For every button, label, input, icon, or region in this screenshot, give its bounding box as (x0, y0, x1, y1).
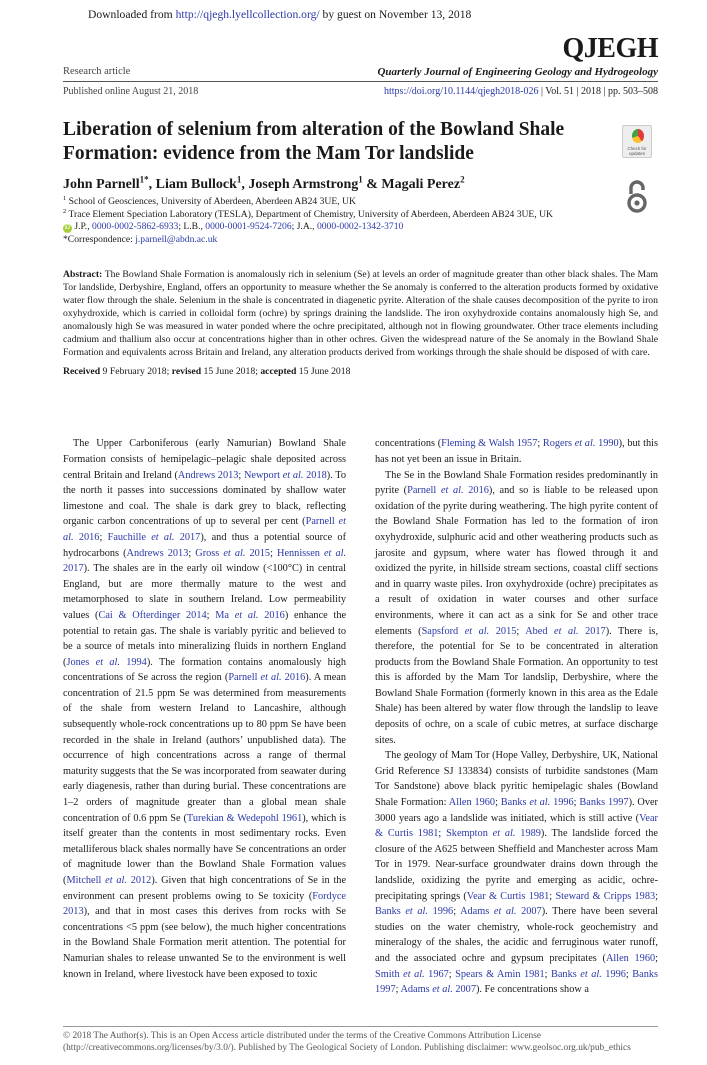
received-dates: Received 9 February 2018; revised 15 June 2018; accepted 15 June 2018 (63, 366, 351, 378)
citation-link[interactable]: Mitchell et al. 2012 (66, 875, 152, 886)
citation-link[interactable]: Andrews 2013 (126, 547, 189, 559)
journal-name: Quarterly Journal of Engineering Geology and Hydrogeology (377, 66, 658, 78)
article-title: Liberation of selenium from alteration of the Bowland Shale Formation: evidence from the Mam Tor landslide (63, 119, 565, 164)
published-date: Published online August 21, 2018 (63, 86, 199, 97)
citation-link[interactable]: Allen 1960 (448, 797, 496, 809)
orcid-line: iD J.P., 0000-0002-5862-6933; L.B., 0000-0001-9524-7206; J.A., 0000-0002-1342-3710 (64, 221, 404, 233)
citation-link[interactable]: Adams et al. 2007 (460, 906, 542, 918)
citation-link[interactable]: Banks et al. 1996 (375, 906, 454, 918)
citation-link[interactable]: Steward & Cripps 1983 (555, 890, 656, 902)
body-columns (63, 436, 658, 997)
citation-link[interactable]: Andrews 2013 (177, 469, 239, 481)
doi-link[interactable]: https://doi.org/10.1144/qjegh2018-026 (384, 86, 539, 97)
affiliation: $^1$ School of Geosciences, University of Aberdeen, Aberdeen AB24 3UE, UK (63, 194, 356, 207)
citation-link[interactable]: Gross et al. 2015 (195, 547, 271, 559)
download-notice: Downloaded from http://qjegh.lyellcollection.org/ by guest on November 13, 2018 (88, 8, 472, 21)
citation-link[interactable]: Skempton et al. 1989 (446, 828, 541, 840)
journal-logo: QJEGH (562, 33, 658, 64)
paragraph: The Se in the Bowland Shale Formation resides predominantly in pyrite (Parnell et al. 2016), and so is liable to be released upon oxidation of the pyrite during weathering. The high pyrite content of the Bowland Shale Formation has led to the formation of iron oxyhydroxide, sulphuric acid and other weathering products such as jarosite and gypsum, where water has flowed through it and oxidized the pyrite, in hillside stream sections, coastal cliff sections and in quarry waste piles. Iron oxyhydroxide (ochre) precipitates as a result of oxidation in water courses and other surface environments, where it can act as a sink for Se and other trace elements (Sapsford et al. 2015; Abed et al. 2017). There is, therefore, the potential for Se to be concentrated in alteration products from the Bowland Shale Formation. An opportunity to test this is afforded by the Mam Tor landslip, Derbyshire, where the Bowland Shale Formation (formerly known in this area as the Edale Shale) has been altered by water flow through the landslip to leave deposits of ochre, on a scale of cubic metres, at surface discharge sites. (375, 469, 659, 746)
author: Magali Perez$^2$ (381, 174, 465, 192)
affiliations (63, 196, 613, 246)
author-list: John Parnell$^{1*}$, Liam Bullock$^1$, Joseph Armstrong$^1$ & Magali Perez$^2$ (63, 174, 465, 192)
citation-link[interactable]: Fleming & Walsh 1957 (441, 438, 538, 450)
orcid-link[interactable]: 0000-0002-5862-6933 (92, 221, 179, 233)
citation-link[interactable]: Sapsford et al. 2015 (421, 625, 517, 637)
citation-link[interactable]: Banks et al. 1996 (500, 797, 574, 809)
orcid-icon: iD (64, 225, 71, 232)
citation-link[interactable]: Smith et al. 1967 (375, 968, 449, 980)
article-type: Research article (63, 66, 131, 77)
citation-link[interactable]: Newport et al. 2018 (243, 469, 327, 481)
email-link[interactable]: j.parnell@abdn.ac.uk (135, 233, 218, 245)
correspondence: *Correspondence: j.parnell@abdn.ac.uk (63, 233, 218, 245)
citation-link[interactable]: Banks 1997 (579, 797, 629, 809)
author: Liam Bullock$^1$ (155, 174, 242, 192)
citation-link[interactable]: Abed et al. 2017 (525, 625, 606, 637)
citation-link[interactable]: Parnell et al. 2016 (63, 516, 346, 543)
citation-link[interactable]: Turekian & Wedepohl 1961 (186, 812, 303, 824)
citation-link[interactable]: Parnell et al. 2016 (228, 672, 306, 684)
citation-link[interactable]: Spears & Amin 1981 (455, 968, 545, 980)
author: John Parnell$^{1*}$ (63, 174, 149, 192)
citation-link[interactable]: Ma et al. 2016 (215, 609, 285, 621)
citation-link[interactable]: Allen 1960 (605, 952, 656, 964)
citation-link[interactable]: Parnell et al. 2016 (407, 485, 489, 497)
body-column-right (375, 436, 658, 997)
paragraph: The geology of Mam Tor (Hope Valley, Derbyshire, UK, National Grid Reference SJ 133834) consists of turbidite sandstones (Mam Tor Sandstone) above black pyritic hemipelagic shales (Bowland Shale Formation: Allen 1960; Banks et al. 1996; Banks 1997). Over 3000 years ago a landslide was initiated, which is still active (Vear & Curtis 1981; Skempton et al. 1989). The landslide forced the closure of the A625 between Sheffield and Manchester across Mam Tor in 1979. Near-surface groundwater drains down through the landslide, oxidizing the pyrite and emerging as acidic, ochre-precipitating springs (Vear & Curtis 1981; Steward & Cripps 1983; Banks et al. 1996; Adams et al. 2007). There have been several studies on the water chemistry, whole-rock geochemistry and mineralogy of the shales, the acidic and ferruginous water runoff, and the associated ochre and gypsum precipitates (Allen 1960; Smith et al. 1967; Spears & Amin 1981; Banks et al. 1996; Banks 1997; Adams et al. 2007). Fe concentrations show a (375, 750, 659, 996)
citation-link[interactable]: Adams et al. 2007 (400, 984, 476, 996)
author: Joseph Armstrong$^1$ (248, 174, 363, 192)
citation-link[interactable]: Rogers et al. 1990 (542, 438, 619, 450)
citation-link[interactable]: Vear & Curtis 1981 (375, 812, 658, 840)
license-footer: © 2018 The Author(s). This is an Open Access article distributed under the terms of the Creative Commons Attribution License (http://creativecommons.org/licenses/by/3.0/). Published by The Geological Society of London. Publishing disclaimer: www.geolsoc.org.uk/pub_ethics (63, 1026, 658, 1055)
citation-link[interactable]: Banks et al. 1996 (550, 968, 626, 980)
download-link[interactable]: http://qjegh.lyellcollection.org/ (175, 8, 320, 21)
abstract: Abstract: The Bowland Shale Formation is anomalously rich in selenium (Se) at levels an order of magnitude greater than other black shales. The Mam Tor landslide, Derbyshire, England, offers an opportunity to measure whether the Se anomaly is conferred to the alteration products formed by oxidative water flow through the shale. Selenium in the shale is concentrated in diagenetic pyrite. Alteration of the shale causes decomposition of the pyrite to iron oxyhydroxide, which is carried in colloidal form (ochre) by springs draining the landslide. The iron oxyhydroxide contains anomalously high Se, and anomalously high Se was measured in water ponded where the ochre precipitated, although not in flowing groundwater. Other trace elements including cadmium and thallium also occur at concentrations higher than in other ochres. Given the widespread nature of the Se anomaly in the Bowland Shale Formation and equivalents across Britain and Ireland, any alteration products derived from workings through the shale should be disposed of with care. (63, 269, 658, 359)
paragraph: The Upper Carboniferous (early Namurian) Bowland Shale Formation consists of hemipelagic–pelagic shale deposited across central Britain and Ireland (Andrews 2013; Newport et al. 2018). To the north it passes into successions dominated by shallow water limestone and coal. The shale is dark grey to black, reflecting organic carbon concentrations of up to several per cent (Parnell et al. 2016; Fauchille et al. 2017), and thus a potential source of hydrocarbons (Andrews 2013; Gross et al. 2015; Hennissen et al. 2017). The shales are in the early oil window (<100°C) in central England, but are more thermally mature to the west and metamorphosed to slate in southern Ireland. Low permeability values (Cai & Ofterdinger 2014; Ma et al. 2016) enhance the potential to retain gas. The shale is variably pyritic and believed to be a source of metals into mineralizing fluids in northern England (Jones et al. 1994). The formation contains anomalously high concentrations of Se across the region (Parnell et al. 2016). A mean concentration of 21.5 ppm Se was determined from measurements of the shale from western Ireland to Lancashire, although subsequently whole-rock concentrations up to 80 ppm Se have been recorded in the shale in Ireland (authors’ unpublished data). The occurrence of high concentrations across a range of thermal maturity suggests that the Se was incorporated from seawater during early diagenesis, rather than during burial. These concentrations are 1–2 orders of magnitude greater than a global mean shale concentration of 0.6 ppm Se (Turekian & Wedepohl 1961), which is itself greater than the contents in most sedimentary rocks. Even metalliferous black shales normally have Se concentrations an order of magnitude lower than the Bowland Shale Formation values (Mitchell et al. 2012). Given that high concentrations of Se in the environment can present problems owing to Se toxicity (Fordyce 2013), and that in most cases this derives from rocks with Se concentrations <5 ppm (see below), the much higher concentrations in the Bowland Shale Formation merit attention. The potential for Namurian shales to release unwanted Se to the environment is well known in Ireland, where livestock have been exposed to toxic (63, 438, 347, 980)
citation-link[interactable]: Fordyce 2013 (63, 890, 346, 918)
citation-link[interactable]: Vear & Curtis 1981 (466, 890, 550, 902)
affiliation: $^2$ Trace Element Speciation Laboratory (TESLA), Department of Chemistry, University of Aberdeen, Aberdeen AB24 3UE, UK (63, 207, 553, 220)
citation-link[interactable]: Fauchille et al. 2017 (107, 531, 201, 543)
citation-link[interactable]: Jones et al. 1994 (66, 656, 147, 668)
citation-link[interactable]: Banks 1997 (375, 968, 659, 996)
citation-link[interactable]: Cai & Ofterdinger 2014 (98, 609, 207, 621)
citation-link[interactable]: Hennissen et al. 2017 (63, 547, 347, 575)
orcid-link[interactable]: 0000-0002-1342-3710 (316, 221, 404, 233)
check-for-updates-button[interactable]: Check for updates (622, 125, 652, 158)
paragraph: concentrations (Fleming & Walsh 1957; Rogers et al. 1990), but this has not yet been an issue in Britain. (375, 438, 659, 465)
doi-line: https://doi.org/10.1144/qjegh2018-026 | Vol. 51 | 2018 | pp. 503–508 (384, 86, 658, 97)
body-column-left (63, 436, 346, 997)
orcid-link[interactable]: 0000-0001-9524-7206 (205, 221, 292, 233)
